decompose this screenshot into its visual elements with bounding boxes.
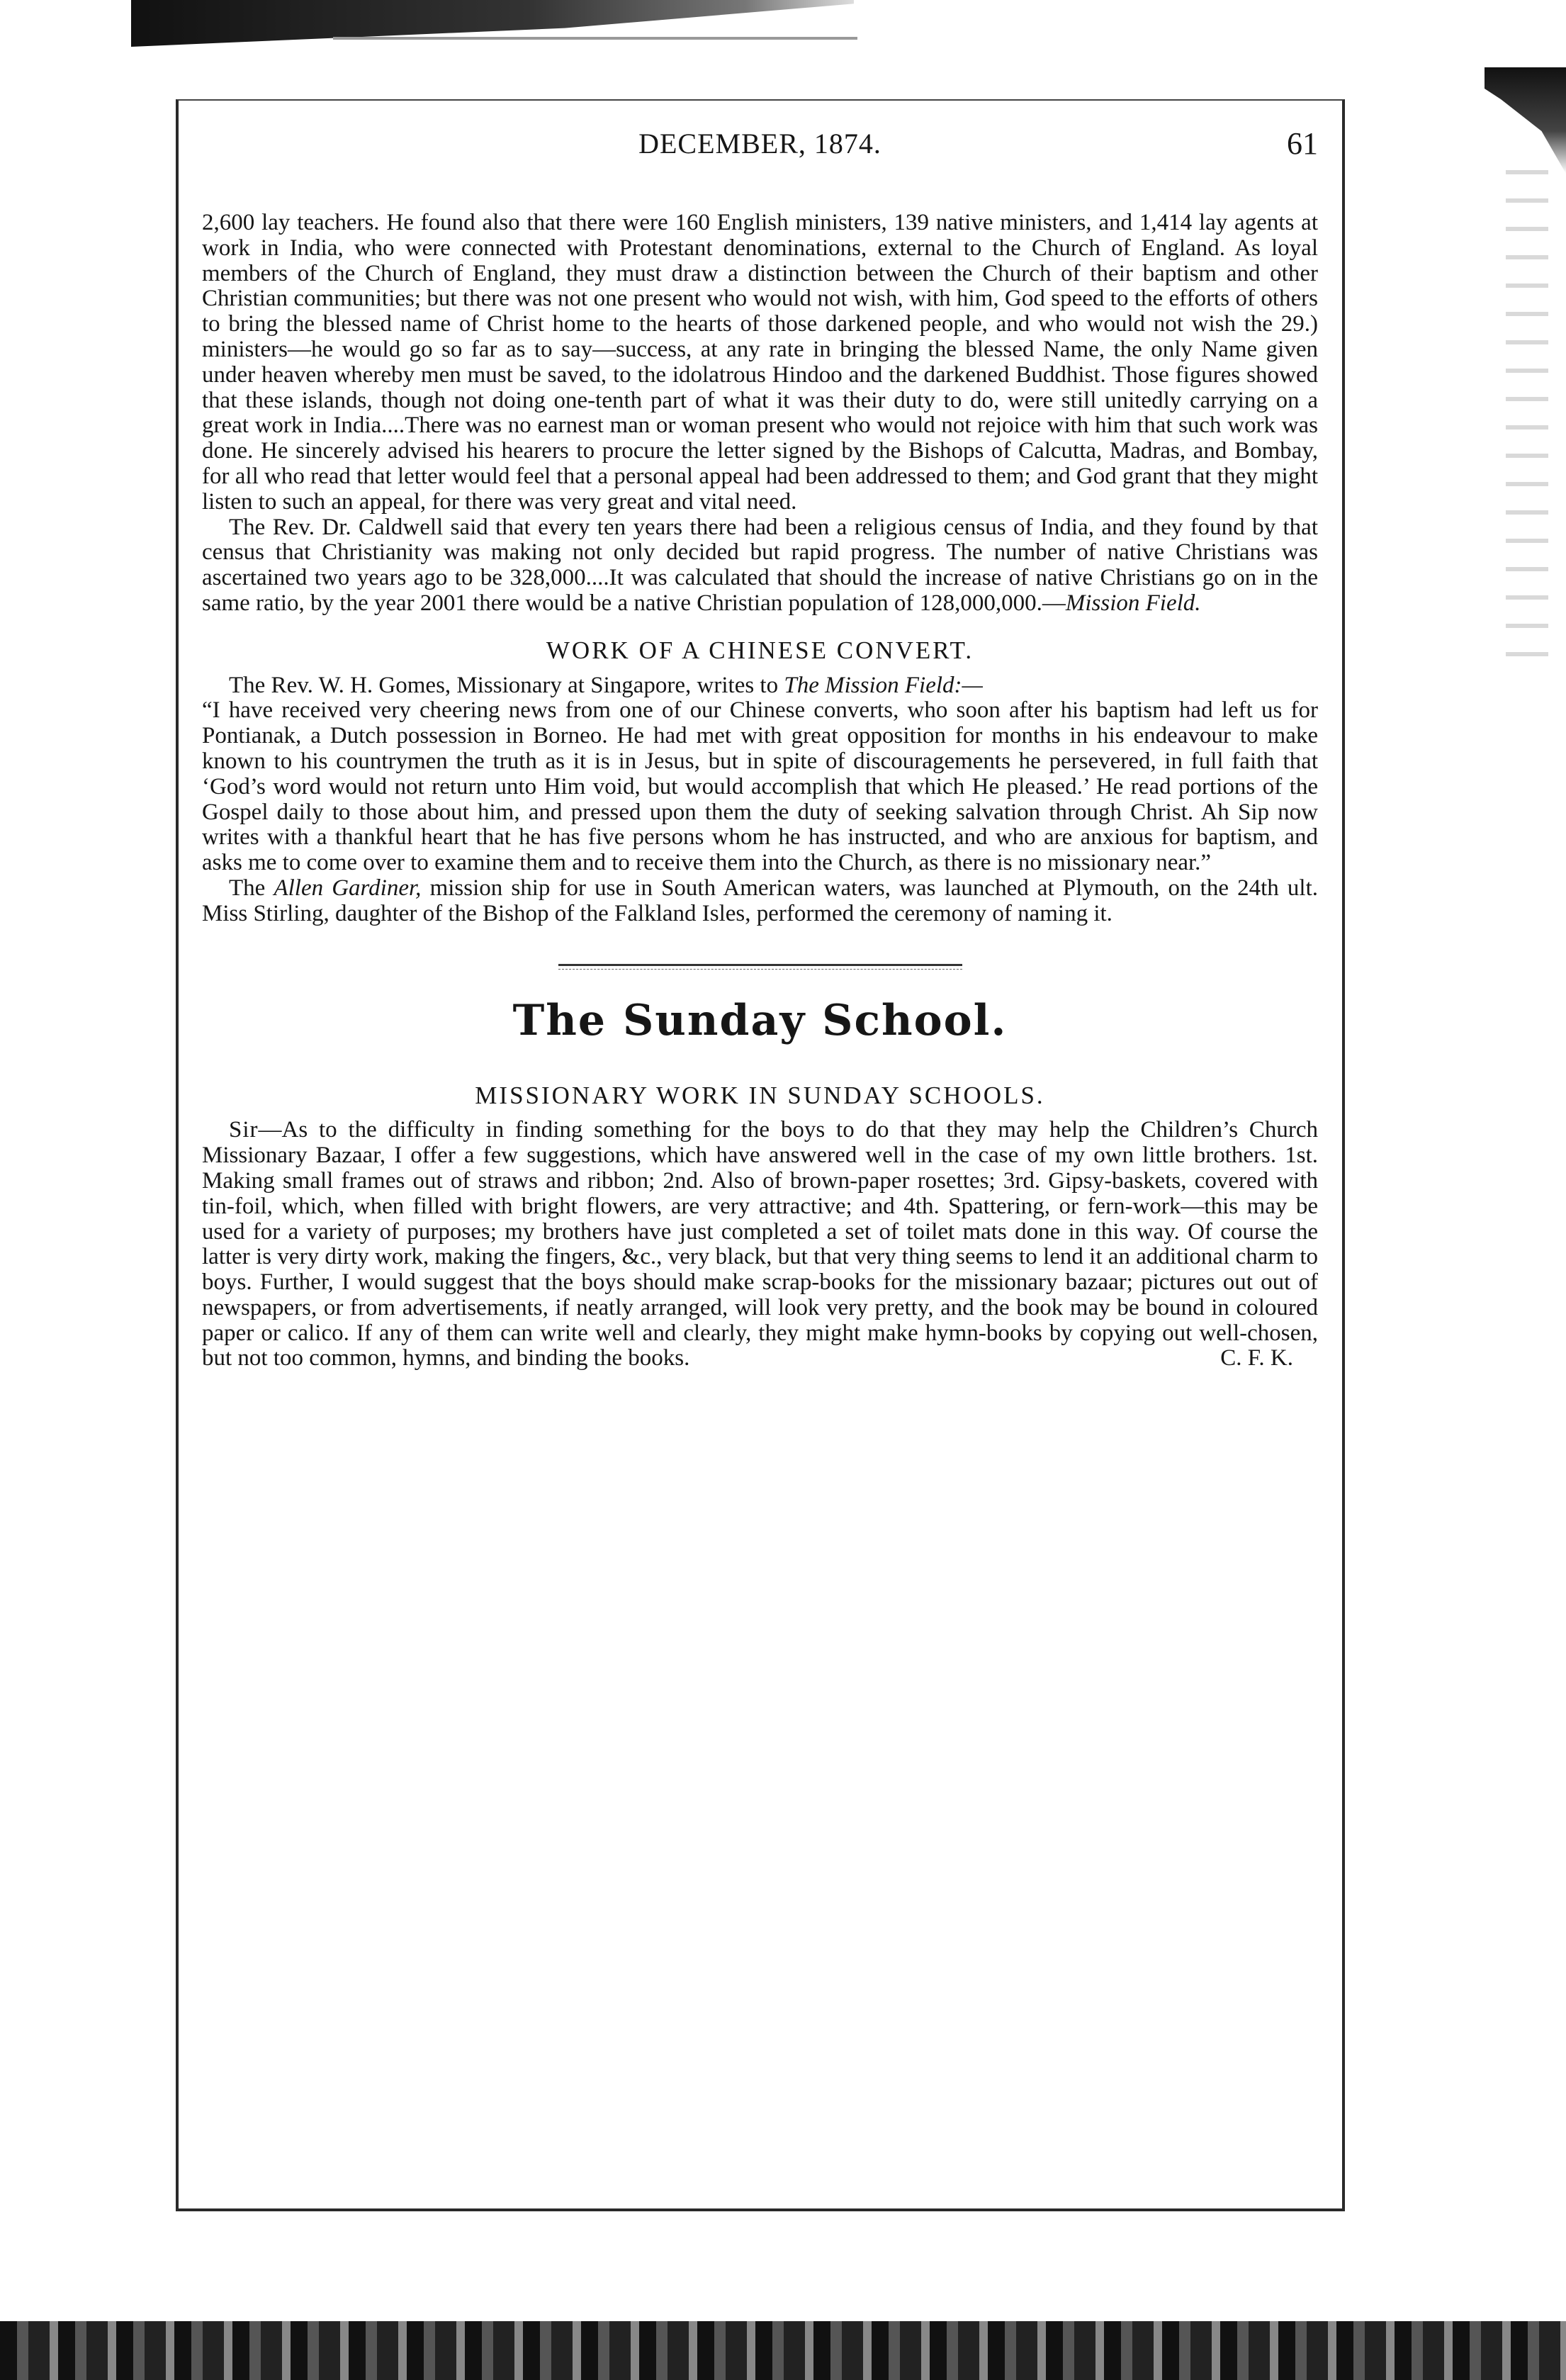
paragraph-text: —As to the difficulty in finding something for the boys to do that they may help the Children’s Church Missionary Bazaar, I offer a few suggestions, which have answered well in the case of my own little brothers. 1st. Making small frames out of straws and ribbon; 2nd. Also of brown-paper rosettes; 3rd. Gipsy-baskets, covered with tin-foil, which, when filled with bright flowers, are very attractive; and 4th. Spattering, or fern-work—this may be used for a variety of purposes; my brothers have just completed a set of toilet mats done in this way. Of course the latter is very dirty work, making the fingers, &c., very black, but that very thing seems to lend it an additional charm to boys. Further, I would suggest that the boys should make scrap-books for the missionary bazaar; pictures out out of newspapers, or from advertisements, if neatly arranged, will look very pretty, and the book may be bound in coloured paper or calico. If any of them can write well and clearly, they might make hymn-books by copying out well-chosen, but not too common, hymns, and binding the books. xyxy=(202,1117,1318,1371)
quotation: “I have received very cheering news from one of our Chinese converts, who soon after his baptism had left us for Pontianak, a Dutch possession in Borneo. He had met with great opposition for months in his endeavour to make known to his countrymen the truth as it is in Jesus, but in spite of discouragements he persevered, in full faith that ‘God’s word would not return unto Him void, but would accomplish that which He pleased.’ He read portions of the Gospel daily to those about him, and pressed upon them the duty of seeking salvation through Christ. Ah Sip now writes with a thankful heart that he has five persons whom he has instructed, and who are anxious for baptism, and asks me to come over to examine them and to receive them into the Church, as there is no missionary near.” xyxy=(202,697,1318,876)
paragraph xyxy=(202,515,1318,617)
article-sunday-schools xyxy=(202,1118,1318,1371)
article-heading: WORK OF A CHINESE CONVERT. xyxy=(546,636,974,664)
scan-edge-top xyxy=(131,0,854,47)
scan-edge-right-marks xyxy=(1506,170,1548,666)
running-title: DECEMBER, 1874. xyxy=(638,128,881,159)
page-number: 61 xyxy=(1287,126,1318,161)
scan-edge-right xyxy=(1485,67,1566,174)
paragraph xyxy=(202,876,1318,927)
paragraph-text: mission ship for use in South American waters, was launched at Plymouth, on the 24th ult. Miss Stirling, daughter of the Bishop of the Falkland Isles, performed the ceremony of naming it. xyxy=(202,875,1319,926)
article-india-missions xyxy=(202,211,1318,617)
source-citation: Mission Field. xyxy=(1065,590,1201,616)
page-content xyxy=(202,126,1319,1371)
scan-edge-top-line xyxy=(333,37,857,40)
scan-edge-bottom xyxy=(0,2321,1566,2380)
article-chinese-convert xyxy=(202,673,1318,927)
paragraph: 2,600 lay teachers. He found also that there were 160 English ministers, 139 native ministers, and 1,414 lay agents at work in India, who were connected with Protestant denominations, external to the Church of England. As loyal members of the Church of England, they must draw a distinction between the Church of their baptism and other Christian communities; but there was not one present who would not wish, with him, God speed to the efforts of others to bring the blessed name of Christ home to the hearts of those darkened people, and who would not wish the 29.) ministers—he would go so far as to say—success, at any rate in bringing the blessed Name, the only Name given under heaven whereby men must be saved, to the idolatrous Hindoo and the darkened Buddhist. Those figures showed that these islands, though not doing one-tenth part of what it was their duty to do, were still unitedly carrying on a great work in India....There was no earnest man or woman present who would not rejoice with him that such work was done. He sincerely advised his hearers to procure the letter signed by the Bishops of Calcutta, Madras, and Bombay, for all who read that letter would feel that a personal appeal had been addressed to them; and God grant that they might listen to such an appeal, for there was very great and vital need. xyxy=(202,210,1318,515)
running-header xyxy=(202,126,1318,175)
source-citation: The Mission Field:— xyxy=(784,672,983,698)
article-heading: MISSIONARY WORK IN SUNDAY SCHOOLS. xyxy=(475,1081,1045,1109)
section-divider xyxy=(558,964,962,970)
ship-name: Allen Gardiner, xyxy=(274,875,422,901)
signature: C. F. K. xyxy=(1220,1345,1293,1371)
paragraph xyxy=(202,673,1318,699)
section-heading: The Sunday School. xyxy=(512,995,1008,1045)
paragraph-text: The xyxy=(229,875,274,901)
paragraph-text: The Rev. W. H. Gomes, Missionary at Singapore, writes to xyxy=(229,672,784,698)
paragraph-text: The Rev. Dr. Caldwell said that every ten years there had been a religious census of India, and they found by that census that Christianity was making not only decided but rapid progress. The number of native Christians was ascertained two years ago to be 328,000....It was calculated that should the increase of native Christians go on in the same ratio, by the year 2001 there would be a native Christian population of 128,000,000.— xyxy=(202,514,1318,616)
letter-body xyxy=(202,1118,1318,1371)
salutation: Sir xyxy=(229,1117,259,1143)
